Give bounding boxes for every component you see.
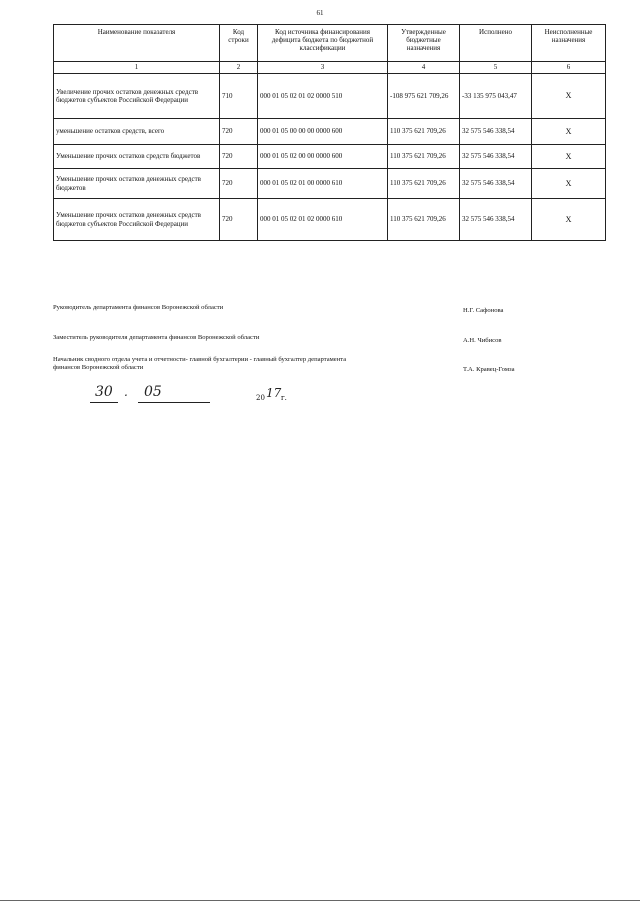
row-approved: -108 975 621 709,26 — [388, 74, 460, 119]
row-line-code: 720 — [220, 119, 258, 145]
row-line-code: 720 — [220, 169, 258, 199]
date-year-prefix: 20 — [256, 394, 265, 402]
date-year-mark: г. — [281, 394, 287, 402]
scan-edge-line — [0, 900, 640, 901]
signature-name: Т.А. Кравец-Гомза — [463, 366, 515, 373]
row-source-code: 000 01 05 02 01 02 0000 510 — [258, 74, 388, 119]
row-name: Уменьшение прочих остатков средств бюджетов — [54, 145, 220, 169]
column-number: 1 — [54, 62, 220, 74]
signature-name: Н.Г. Сафонова — [463, 307, 504, 314]
signature-name: А.Н. Чибисов — [463, 337, 502, 344]
signature-position: Начальник сводного отдела учета и отчетности- главной бухгалтерии - главный бухгалтер департамента финансов Воронежской области — [53, 356, 347, 372]
row-line-code: 720 — [220, 145, 258, 169]
table-row — [54, 145, 606, 169]
row-approved: 110 375 621 709,26 — [388, 145, 460, 169]
header-line-code: Код строки — [220, 25, 258, 62]
column-number: 6 — [532, 62, 606, 74]
signature-position: Заместитель руководителя департамента финансов Воронежской области — [53, 334, 260, 341]
table-row — [54, 169, 606, 199]
row-name: Увеличение прочих остатков денежных средств бюджетов субъектов Российской Федерации — [54, 74, 220, 119]
header-row — [54, 25, 606, 62]
table-row — [54, 74, 606, 119]
row-approved: 110 375 621 709,26 — [388, 169, 460, 199]
signing-date — [88, 384, 308, 406]
column-number: 4 — [388, 62, 460, 74]
header-name: Наименование показателя — [54, 25, 220, 62]
date-month-line — [138, 402, 210, 403]
row-approved: 110 375 621 709,26 — [388, 119, 460, 145]
table-row — [54, 119, 606, 145]
date-year: 17 — [266, 386, 282, 400]
row-line-code: 720 — [220, 199, 258, 241]
signature-position: Руководитель департамента финансов Воронежской области — [53, 304, 224, 311]
date-month: 05 — [144, 384, 162, 400]
page-number: 61 — [316, 9, 324, 17]
budget-table — [53, 24, 606, 241]
row-source-code: 000 01 05 02 01 02 0000 610 — [258, 199, 388, 241]
row-unexecuted: X — [532, 145, 606, 169]
row-unexecuted: X — [532, 169, 606, 199]
column-number-row — [54, 62, 606, 74]
row-name: Уменьшение прочих остатков денежных средств бюджетов субъектов Российской Федерации — [54, 199, 220, 241]
date-day: 30 — [95, 384, 113, 400]
row-unexecuted: X — [532, 119, 606, 145]
column-number: 2 — [220, 62, 258, 74]
date-day-line — [90, 402, 118, 403]
row-source-code: 000 01 05 00 00 00 0000 600 — [258, 119, 388, 145]
row-unexecuted: X — [532, 74, 606, 119]
row-approved: 110 375 621 709,26 — [388, 199, 460, 241]
row-executed: -33 135 975 043,47 — [460, 74, 532, 119]
column-number: 3 — [258, 62, 388, 74]
row-name: уменьшение остатков средств, всего — [54, 119, 220, 145]
row-unexecuted: X — [532, 199, 606, 241]
column-number: 5 — [460, 62, 532, 74]
row-source-code: 000 01 05 02 00 00 0000 600 — [258, 145, 388, 169]
row-name: Уменьшение прочих остатков денежных средств бюджетов — [54, 169, 220, 199]
row-executed: 32 575 546 338,54 — [460, 145, 532, 169]
row-executed: 32 575 546 338,54 — [460, 119, 532, 145]
header-approved: Утвержденные бюджетные назначения — [388, 25, 460, 62]
row-source-code: 000 01 05 02 01 00 0000 610 — [258, 169, 388, 199]
date-separator: . — [124, 385, 128, 399]
row-executed: 32 575 546 338,54 — [460, 199, 532, 241]
header-unexecuted: Неисполненные назначения — [532, 25, 606, 62]
header-executed: Исполнено — [460, 25, 532, 62]
table-row — [54, 199, 606, 241]
header-source-code: Код источника финансирования дефицита бюджета по бюджетной классификации — [258, 25, 388, 62]
row-line-code: 710 — [220, 74, 258, 119]
row-executed: 32 575 546 338,54 — [460, 169, 532, 199]
